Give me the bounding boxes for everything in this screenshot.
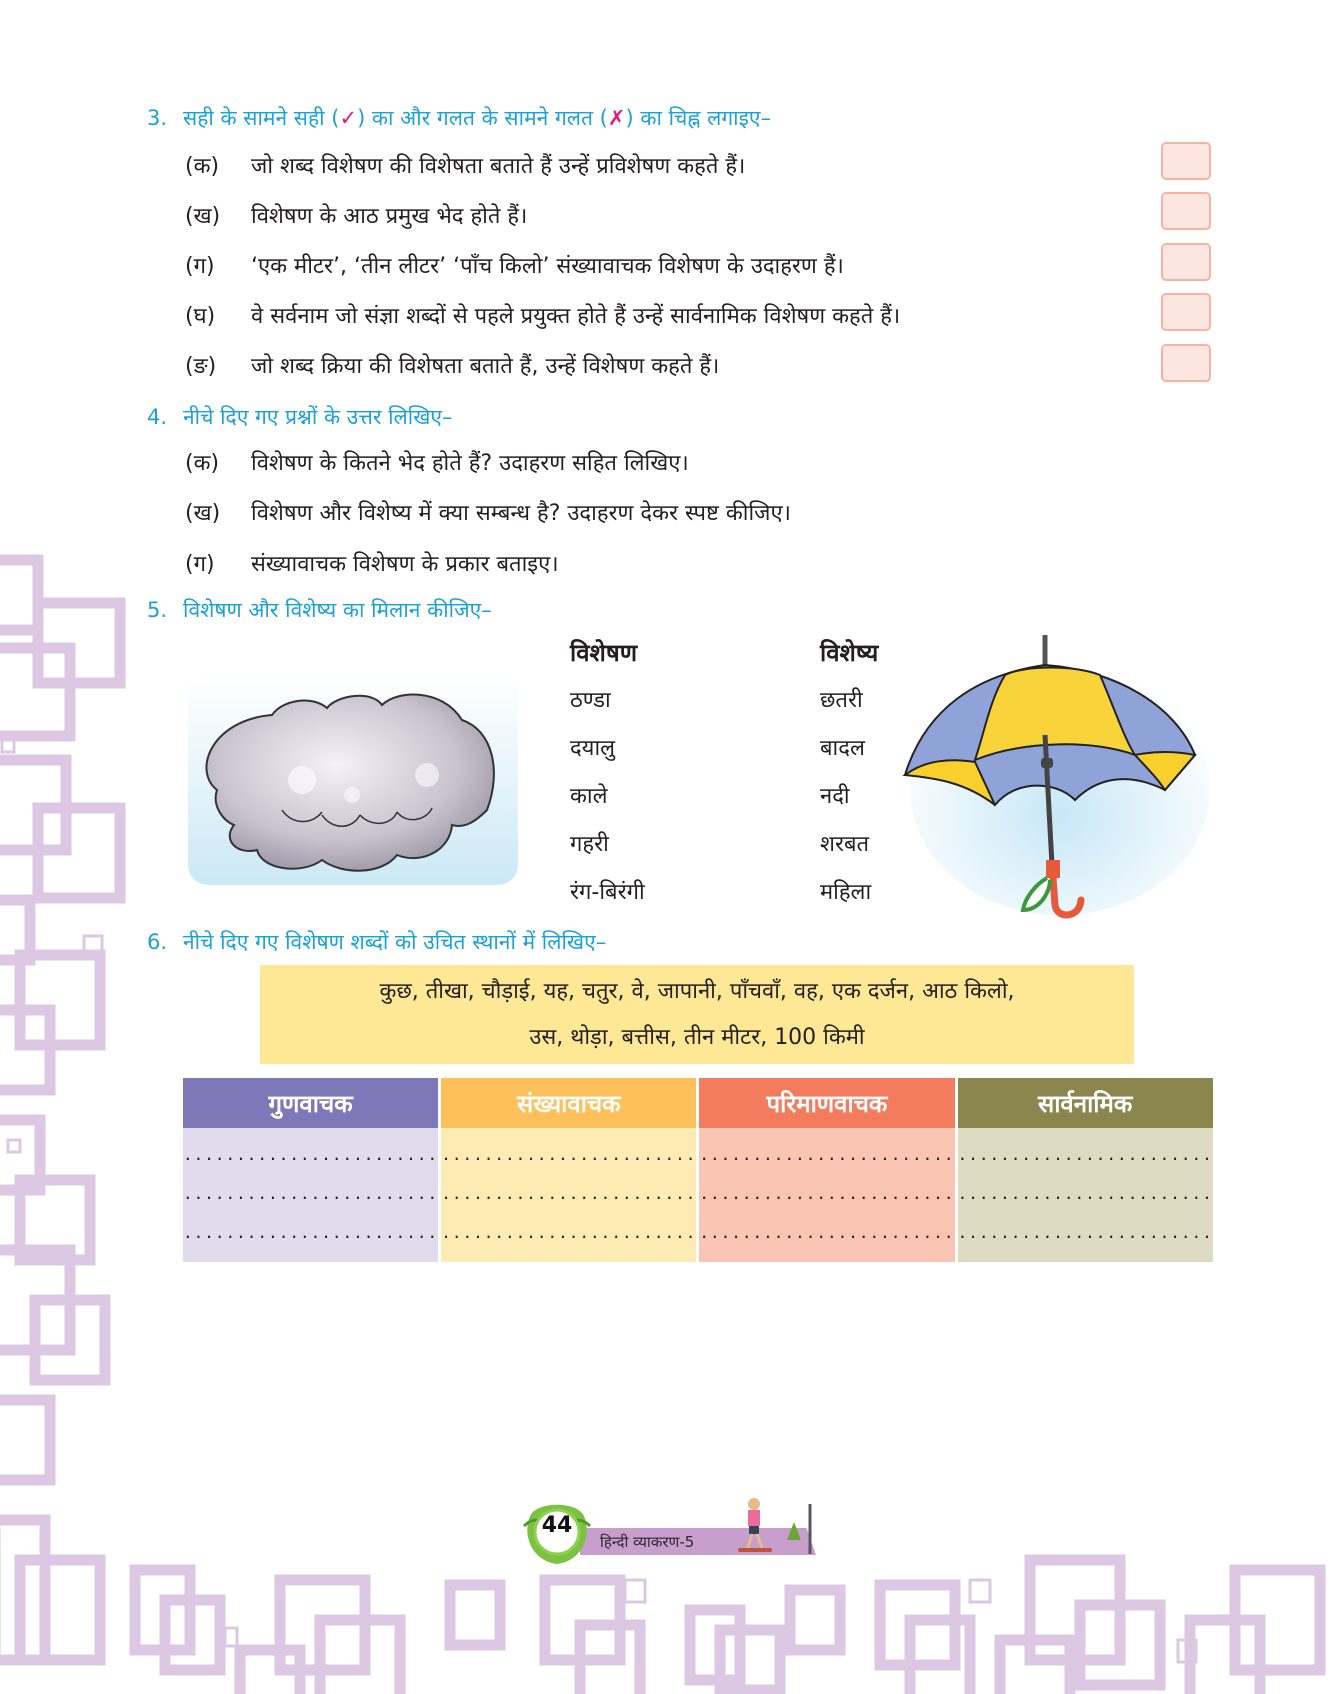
cloud-illustration: [182, 660, 522, 890]
blank-line[interactable]: ........................: [957, 1222, 1213, 1242]
blank-line[interactable]: ........................: [183, 1222, 439, 1242]
item-text: विशेषण के आठ प्रमुख भेद होते हैं।: [251, 204, 528, 229]
q3-item: [185, 250, 844, 280]
blank-line[interactable]: ........................: [957, 1145, 1213, 1165]
book-title: हिन्दी व्याकरण-5: [600, 1533, 695, 1551]
column-body: [958, 1128, 1213, 1262]
match-item[interactable]: दयालु: [570, 736, 616, 761]
answer-box[interactable]: [1161, 192, 1211, 230]
item-text: ‘एक मीटर’, ‘तीन लीटर’ ‘पाँच किलो’ संख्यावाचक विशेषण के उदाहरण हैं।: [251, 254, 844, 279]
item-label: (घ): [185, 304, 216, 329]
item-label: (क): [185, 451, 220, 476]
item-label: (ख): [185, 501, 221, 526]
column-body: [699, 1128, 954, 1262]
item-text: विशेषण के कितने भेद होते हैं? उदाहरण सहित लिखिए।: [251, 451, 689, 476]
answer-box[interactable]: [1161, 142, 1211, 180]
page-footer: [522, 1496, 822, 1566]
word-bank-line: कुछ, तीखा, चौड़ाई, यह, चतुर, वे, जापानी, पाँचवाँ, वह, एक दर्जन, आठ किलो,: [379, 979, 1015, 1004]
classification-table: [183, 1078, 1213, 1262]
blank-line[interactable]: ........................: [441, 1183, 697, 1203]
column-header: परिमाणवाचक: [699, 1078, 954, 1128]
item-text: विशेषण और विशेष्य में क्या सम्बन्ध है? उदाहरण देकर स्पष्ट कीजिए।: [251, 501, 791, 526]
column-header: सार्वनामिक: [958, 1078, 1213, 1128]
item-label: (ङ): [185, 354, 217, 379]
column-parimanvachak: [699, 1078, 954, 1262]
word-bank-line: उस, थोड़ा, बत्तीस, तीन मीटर, 100 किमी: [529, 1025, 865, 1050]
answer-box[interactable]: [1161, 344, 1211, 382]
heading-text: विशेषण और विशेष्य का मिलान कीजिए–: [183, 598, 492, 622]
blank-line[interactable]: ........................: [441, 1145, 697, 1165]
heading-text: नीचे दिए गए प्रश्नों के उत्तर लिखिए–: [183, 405, 453, 429]
answer-box[interactable]: [1161, 293, 1211, 331]
blank-line[interactable]: ........................: [183, 1183, 439, 1203]
match-item[interactable]: काले: [570, 784, 608, 809]
column-gunvachak: [183, 1078, 438, 1262]
item-label: (ग): [185, 552, 215, 577]
match-item[interactable]: बादल: [820, 736, 865, 761]
match-item[interactable]: महिला: [820, 880, 872, 905]
word-bank-box: [260, 965, 1134, 1064]
item-label: (ग): [185, 254, 215, 279]
q3-item: [185, 350, 719, 380]
page-number: 44: [541, 1513, 573, 1538]
visheshan-column: [570, 636, 645, 924]
visheshya-column: [820, 636, 878, 924]
match-item[interactable]: छतरी: [820, 688, 863, 713]
blank-line[interactable]: ........................: [699, 1145, 955, 1165]
column-body: [183, 1128, 438, 1262]
tick-icon: ✓: [339, 106, 358, 130]
column-header: विशेष्य: [820, 639, 879, 667]
match-item[interactable]: नदी: [820, 784, 850, 809]
column-header: विशेषण: [570, 639, 638, 667]
column-header: गुणवाचक: [183, 1078, 438, 1128]
question-5-heading: [147, 596, 492, 624]
heading-text: नीचे दिए गए विशेषण शब्दों को उचित स्थानों में लिखिए–: [183, 930, 607, 954]
column-body: [441, 1128, 696, 1262]
match-item[interactable]: शरबत: [820, 832, 870, 857]
question-3-heading: [147, 104, 771, 132]
column-sarvanamik: [958, 1078, 1213, 1262]
question-number: 4.: [147, 405, 168, 429]
item-text: संख्यावाचक विशेषण के प्रकार बताइए।: [251, 552, 559, 577]
column-header: संख्यावाचक: [441, 1078, 696, 1128]
question-number: 5.: [147, 598, 168, 622]
q3-item: [185, 150, 745, 180]
answer-box[interactable]: [1161, 243, 1211, 281]
match-item[interactable]: ठण्डा: [570, 688, 611, 713]
q4-item: [185, 447, 689, 477]
item-label: (क): [185, 154, 220, 179]
heading-text: ) का और गलत के सामने गलत (: [357, 106, 608, 130]
blank-line[interactable]: ........................: [699, 1222, 955, 1242]
q3-item: [185, 300, 900, 330]
blank-line[interactable]: ........................: [699, 1183, 955, 1203]
blank-line[interactable]: ........................: [957, 1183, 1213, 1203]
match-item[interactable]: रंग-बिरंगी: [570, 880, 645, 905]
heading-text: ) का चिह्न लगाइए–: [625, 106, 772, 130]
q4-item: [185, 497, 791, 527]
item-label: (ख): [185, 204, 221, 229]
question-number: 6.: [147, 930, 168, 954]
question-4-heading: [147, 403, 453, 431]
item-text: जो शब्द क्रिया की विशेषता बताते हैं, उन्हें विशेषण कहते हैं।: [251, 354, 720, 379]
item-text: वे सर्वनाम जो संज्ञा शब्दों से पहले प्रयुक्त होते हैं उन्हें सार्वनामिक विशेषण कहते हैं।: [251, 304, 901, 329]
q3-item: [185, 200, 527, 230]
question-6-heading: [147, 928, 606, 956]
match-item[interactable]: गहरी: [570, 832, 609, 857]
item-text: जो शब्द विशेषण की विशेषता बताते हैं उन्हें प्रविशेषण कहते हैं।: [251, 154, 746, 179]
question-number: 3.: [147, 106, 168, 130]
heading-text: सही के सामने सही (: [183, 106, 340, 130]
column-sankhyavachak: [441, 1078, 696, 1262]
umbrella-illustration: [895, 630, 1215, 920]
blank-line[interactable]: ........................: [183, 1145, 439, 1165]
cross-icon: ✗: [607, 106, 626, 130]
q4-item: [185, 548, 559, 578]
skateboarder-illustration: [732, 1496, 822, 1562]
blank-line[interactable]: ........................: [441, 1222, 697, 1242]
